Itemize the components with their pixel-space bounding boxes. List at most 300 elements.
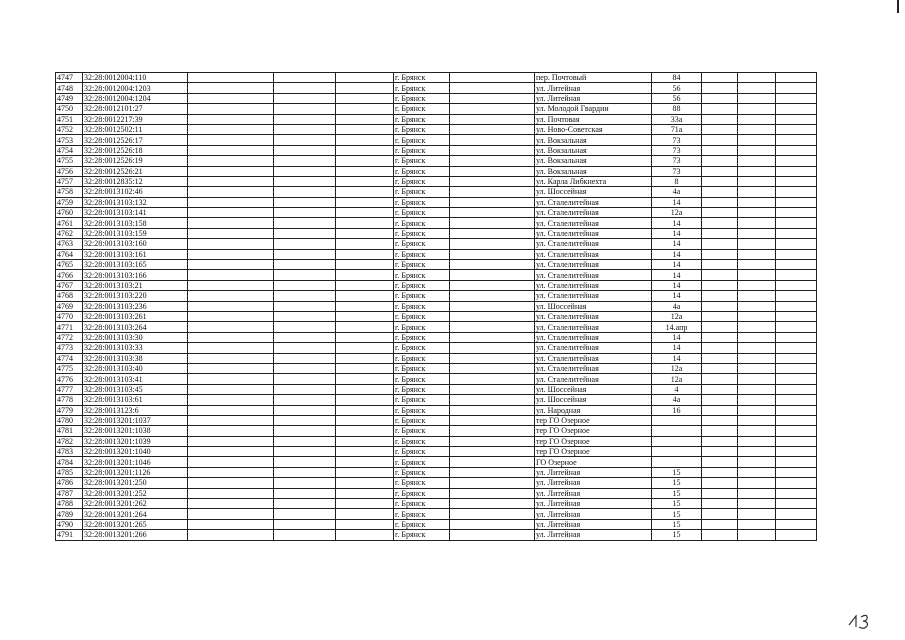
city-cell: г. Брянск <box>394 176 450 186</box>
empty-cell <box>702 270 738 280</box>
table-row <box>56 145 817 155</box>
empty-cell <box>702 239 738 249</box>
street-cell: ул. Вокзальная <box>535 166 652 176</box>
empty-cell <box>188 467 274 477</box>
row-number-cell: 4765 <box>56 260 83 270</box>
empty-cell <box>274 114 336 124</box>
empty-cell <box>702 343 738 353</box>
empty-cell <box>274 405 336 415</box>
empty-cell <box>776 322 817 332</box>
cadastral-number-cell: 32:28:0013201:262 <box>83 499 188 509</box>
cadastral-number-cell: 32:28:0013103:236 <box>83 301 188 311</box>
empty-cell <box>738 260 776 270</box>
cadastral-number-cell: 32:28:0013103:166 <box>83 270 188 280</box>
cadastral-number-cell: 32:28:0013201:1046 <box>83 457 188 467</box>
house-number-cell: 88 <box>652 104 702 114</box>
street-cell: ул. Сталелитейная <box>535 280 652 290</box>
empty-cell <box>450 353 535 363</box>
empty-cell <box>188 166 274 176</box>
empty-cell <box>336 478 394 488</box>
empty-cell <box>776 353 817 363</box>
empty-cell <box>450 249 535 259</box>
street-cell: ул. Вокзальная <box>535 145 652 155</box>
empty-cell <box>776 260 817 270</box>
empty-cell <box>274 447 336 457</box>
house-number-cell: 73 <box>652 145 702 155</box>
empty-cell <box>450 509 535 519</box>
empty-cell <box>336 83 394 93</box>
empty-cell <box>274 415 336 425</box>
street-cell: ул. Литейная <box>535 499 652 509</box>
empty-cell <box>776 208 817 218</box>
street-cell: ул. Литейная <box>535 83 652 93</box>
city-cell: г. Брянск <box>394 311 450 321</box>
empty-cell <box>188 270 274 280</box>
empty-cell <box>702 166 738 176</box>
cadastral-number-cell: 32:28:0012004:1203 <box>83 83 188 93</box>
empty-cell <box>776 363 817 373</box>
empty-cell <box>274 499 336 509</box>
empty-cell <box>776 395 817 405</box>
empty-cell <box>738 447 776 457</box>
empty-cell <box>450 395 535 405</box>
empty-cell <box>738 332 776 342</box>
empty-cell <box>776 447 817 457</box>
empty-cell <box>274 83 336 93</box>
empty-cell <box>450 322 535 332</box>
empty-cell <box>702 280 738 290</box>
empty-cell <box>702 509 738 519</box>
empty-cell <box>188 301 274 311</box>
empty-cell <box>188 176 274 186</box>
empty-cell <box>702 218 738 228</box>
empty-cell <box>274 104 336 114</box>
empty-cell <box>738 73 776 83</box>
empty-cell <box>336 447 394 457</box>
row-number-cell: 4763 <box>56 239 83 249</box>
city-cell: г. Брянск <box>394 301 450 311</box>
empty-cell <box>450 415 535 425</box>
row-number-cell: 4750 <box>56 104 83 114</box>
empty-cell <box>188 384 274 394</box>
empty-cell <box>450 291 535 301</box>
empty-cell <box>776 467 817 477</box>
city-cell: г. Брянск <box>394 457 450 467</box>
empty-cell <box>336 270 394 280</box>
empty-cell <box>450 363 535 373</box>
empty-cell <box>274 457 336 467</box>
empty-cell <box>776 291 817 301</box>
cadastral-number-cell: 32:28:0013103:61 <box>83 395 188 405</box>
house-number-cell: 14 <box>652 249 702 259</box>
row-number-cell: 4757 <box>56 176 83 186</box>
table-row <box>56 332 817 342</box>
empty-cell <box>738 197 776 207</box>
street-cell: ул. Сталелитейная <box>535 197 652 207</box>
city-cell: г. Брянск <box>394 488 450 498</box>
empty-cell <box>188 197 274 207</box>
row-number-cell: 4781 <box>56 426 83 436</box>
house-number-cell: 14 <box>652 332 702 342</box>
city-cell: г. Брянск <box>394 104 450 114</box>
empty-cell <box>274 187 336 197</box>
empty-cell <box>450 332 535 342</box>
cadastral-number-cell: 32:28:0013201:264 <box>83 509 188 519</box>
empty-cell <box>188 530 274 540</box>
house-number-cell <box>652 447 702 457</box>
row-number-cell: 4776 <box>56 374 83 384</box>
street-cell: ул. Литейная <box>535 509 652 519</box>
table-row <box>56 415 817 425</box>
city-cell: г. Брянск <box>394 499 450 509</box>
city-cell: г. Брянск <box>394 156 450 166</box>
row-number-cell: 4751 <box>56 114 83 124</box>
cadastral-number-cell: 32:28:0012526:18 <box>83 145 188 155</box>
city-cell: г. Брянск <box>394 249 450 259</box>
empty-cell <box>274 239 336 249</box>
empty-cell <box>274 166 336 176</box>
empty-cell <box>274 280 336 290</box>
cadastral-number-cell: 32:28:0013103:165 <box>83 260 188 270</box>
empty-cell <box>738 280 776 290</box>
empty-cell <box>188 260 274 270</box>
empty-cell <box>776 135 817 145</box>
empty-cell <box>776 332 817 342</box>
empty-cell <box>336 187 394 197</box>
empty-cell <box>274 260 336 270</box>
city-cell: г. Брянск <box>394 280 450 290</box>
city-cell: г. Брянск <box>394 384 450 394</box>
row-number-cell: 4756 <box>56 166 83 176</box>
empty-cell <box>274 426 336 436</box>
empty-cell <box>336 124 394 134</box>
table-row <box>56 363 817 373</box>
empty-cell <box>274 509 336 519</box>
empty-cell <box>274 145 336 155</box>
empty-cell <box>738 311 776 321</box>
house-number-cell: 71а <box>652 124 702 134</box>
empty-cell <box>336 467 394 477</box>
street-cell: тер ГО Озерное <box>535 426 652 436</box>
house-number-cell: 4 <box>652 384 702 394</box>
row-number-cell: 4747 <box>56 73 83 83</box>
empty-cell <box>274 478 336 488</box>
row-number-cell: 4778 <box>56 395 83 405</box>
empty-cell <box>450 156 535 166</box>
empty-cell <box>336 156 394 166</box>
table-body <box>56 73 817 541</box>
house-number-cell: 73 <box>652 156 702 166</box>
empty-cell <box>702 104 738 114</box>
row-number-cell: 4773 <box>56 343 83 353</box>
empty-cell <box>702 301 738 311</box>
empty-cell <box>336 260 394 270</box>
house-number-cell: 12а <box>652 311 702 321</box>
house-number-cell: 84 <box>652 73 702 83</box>
empty-cell <box>738 176 776 186</box>
row-number-cell: 4788 <box>56 499 83 509</box>
empty-cell <box>776 509 817 519</box>
empty-cell <box>336 488 394 498</box>
city-cell: г. Брянск <box>394 405 450 415</box>
cadastral-number-cell: 32:28:0013201:265 <box>83 519 188 529</box>
city-cell: г. Брянск <box>394 228 450 238</box>
empty-cell <box>738 519 776 529</box>
empty-cell <box>450 218 535 228</box>
empty-cell <box>188 509 274 519</box>
empty-cell <box>738 530 776 540</box>
street-cell: ул. Сталелитейная <box>535 208 652 218</box>
table-row <box>56 374 817 384</box>
empty-cell <box>776 93 817 103</box>
city-cell: г. Брянск <box>394 260 450 270</box>
street-cell: ул. Шоссейная <box>535 384 652 394</box>
cadastral-number-cell: 32:28:0013102:46 <box>83 187 188 197</box>
row-number-cell: 4783 <box>56 447 83 457</box>
empty-cell <box>274 488 336 498</box>
empty-cell <box>702 83 738 93</box>
table-row <box>56 73 817 83</box>
house-number-cell <box>652 436 702 446</box>
empty-cell <box>336 426 394 436</box>
empty-cell <box>776 156 817 166</box>
street-cell: ул. Молодой Гвардии <box>535 104 652 114</box>
empty-cell <box>336 499 394 509</box>
cadastral-number-cell: 32:28:0012526:17 <box>83 135 188 145</box>
city-cell: г. Брянск <box>394 509 450 519</box>
empty-cell <box>738 270 776 280</box>
house-number-cell: 15 <box>652 467 702 477</box>
empty-cell <box>776 249 817 259</box>
cadastral-number-cell: 32:28:0012835:12 <box>83 176 188 186</box>
cadastral-number-cell: 32:28:0013201:1038 <box>83 426 188 436</box>
row-number-cell: 4753 <box>56 135 83 145</box>
table-row <box>56 447 817 457</box>
cadastral-number-cell: 32:28:0012526:21 <box>83 166 188 176</box>
city-cell: г. Брянск <box>394 218 450 228</box>
city-cell: г. Брянск <box>394 467 450 477</box>
city-cell: г. Брянск <box>394 114 450 124</box>
city-cell: г. Брянск <box>394 447 450 457</box>
cadastral-number-cell: 32:28:0013103:45 <box>83 384 188 394</box>
table-row <box>56 83 817 93</box>
empty-cell <box>188 208 274 218</box>
empty-cell <box>776 176 817 186</box>
empty-cell <box>188 488 274 498</box>
empty-cell <box>776 499 817 509</box>
city-cell: г. Брянск <box>394 73 450 83</box>
row-number-cell: 4771 <box>56 322 83 332</box>
empty-cell <box>336 228 394 238</box>
street-cell: ул. Литейная <box>535 519 652 529</box>
empty-cell <box>776 114 817 124</box>
row-number-cell: 4764 <box>56 249 83 259</box>
house-number-cell: 14 <box>652 218 702 228</box>
empty-cell <box>776 384 817 394</box>
empty-cell <box>776 519 817 529</box>
empty-cell <box>336 457 394 467</box>
house-number-cell: 14 <box>652 197 702 207</box>
empty-cell <box>450 239 535 249</box>
street-cell: ул. Ново-Советская <box>535 124 652 134</box>
empty-cell <box>738 114 776 124</box>
city-cell: г. Брянск <box>394 197 450 207</box>
table-row <box>56 93 817 103</box>
empty-cell <box>274 311 336 321</box>
house-number-cell: 14 <box>652 280 702 290</box>
empty-cell <box>188 311 274 321</box>
empty-cell <box>450 436 535 446</box>
house-number-cell: 15 <box>652 519 702 529</box>
empty-cell <box>776 124 817 134</box>
street-cell: ул. Сталелитейная <box>535 311 652 321</box>
street-cell: пер. Почтовый <box>535 73 652 83</box>
empty-cell <box>450 447 535 457</box>
empty-cell <box>450 176 535 186</box>
empty-cell <box>450 104 535 114</box>
house-number-cell: 14 <box>652 228 702 238</box>
row-number-cell: 4777 <box>56 384 83 394</box>
empty-cell <box>450 519 535 529</box>
table-row <box>56 457 817 467</box>
cadastral-number-cell: 32:28:0013201:1037 <box>83 415 188 425</box>
empty-cell <box>738 374 776 384</box>
table-row <box>56 135 817 145</box>
table-row <box>56 395 817 405</box>
empty-cell <box>702 467 738 477</box>
empty-cell <box>188 218 274 228</box>
table-row <box>56 249 817 259</box>
empty-cell <box>274 176 336 186</box>
empty-cell <box>738 135 776 145</box>
empty-cell <box>776 343 817 353</box>
empty-cell <box>188 156 274 166</box>
cadastral-table <box>55 72 817 541</box>
empty-cell <box>738 218 776 228</box>
city-cell: г. Брянск <box>394 478 450 488</box>
empty-cell <box>188 322 274 332</box>
table-row <box>56 499 817 509</box>
row-number-cell: 4761 <box>56 218 83 228</box>
empty-cell <box>776 374 817 384</box>
table-row <box>56 104 817 114</box>
city-cell: г. Брянск <box>394 270 450 280</box>
table-row <box>56 156 817 166</box>
empty-cell <box>776 436 817 446</box>
city-cell: г. Брянск <box>394 239 450 249</box>
cadastral-number-cell: 32:28:0013201:250 <box>83 478 188 488</box>
empty-cell <box>776 270 817 280</box>
empty-cell <box>702 436 738 446</box>
empty-cell <box>450 73 535 83</box>
city-cell: г. Брянск <box>394 415 450 425</box>
empty-cell <box>702 156 738 166</box>
empty-cell <box>188 332 274 342</box>
street-cell: ул. Сталелитейная <box>535 353 652 363</box>
empty-cell <box>336 249 394 259</box>
empty-cell <box>776 530 817 540</box>
empty-cell <box>274 291 336 301</box>
row-number-cell: 4759 <box>56 197 83 207</box>
empty-cell <box>188 187 274 197</box>
table-row <box>56 530 817 540</box>
empty-cell <box>450 270 535 280</box>
house-number-cell: 73 <box>652 166 702 176</box>
empty-cell <box>450 405 535 415</box>
empty-cell <box>776 83 817 93</box>
table-row <box>56 187 817 197</box>
empty-cell <box>738 363 776 373</box>
street-cell: ул. Почтовая <box>535 114 652 124</box>
row-number-cell: 4790 <box>56 519 83 529</box>
empty-cell <box>738 322 776 332</box>
empty-cell <box>738 384 776 394</box>
empty-cell <box>450 499 535 509</box>
empty-cell <box>450 488 535 498</box>
street-cell: ул. Сталелитейная <box>535 249 652 259</box>
row-number-cell: 4760 <box>56 208 83 218</box>
row-number-cell: 4754 <box>56 145 83 155</box>
row-number-cell: 4755 <box>56 156 83 166</box>
empty-cell <box>274 374 336 384</box>
empty-cell <box>188 73 274 83</box>
street-cell: ул. Литейная <box>535 478 652 488</box>
city-cell: г. Брянск <box>394 332 450 342</box>
empty-cell <box>776 73 817 83</box>
row-number-cell: 4767 <box>56 280 83 290</box>
empty-cell <box>776 426 817 436</box>
empty-cell <box>188 363 274 373</box>
house-number-cell: 14 <box>652 270 702 280</box>
empty-cell <box>702 447 738 457</box>
city-cell: г. Брянск <box>394 93 450 103</box>
empty-cell <box>188 114 274 124</box>
street-cell: ул. Вокзальная <box>535 156 652 166</box>
street-cell: ул. Сталелитейная <box>535 343 652 353</box>
row-number-cell: 4769 <box>56 301 83 311</box>
house-number-cell: 12а <box>652 208 702 218</box>
empty-cell <box>274 93 336 103</box>
empty-cell <box>776 187 817 197</box>
edge-line-mark <box>897 0 899 13</box>
empty-cell <box>336 197 394 207</box>
empty-cell <box>702 488 738 498</box>
empty-cell <box>702 353 738 363</box>
empty-cell <box>776 228 817 238</box>
row-number-cell: 4782 <box>56 436 83 446</box>
empty-cell <box>188 405 274 415</box>
cadastral-number-cell: 32:28:0012004:1204 <box>83 93 188 103</box>
row-number-cell: 4787 <box>56 488 83 498</box>
empty-cell <box>336 218 394 228</box>
empty-cell <box>702 124 738 134</box>
empty-cell <box>738 156 776 166</box>
street-cell: ул. Шоссейная <box>535 187 652 197</box>
empty-cell <box>702 322 738 332</box>
row-number-cell: 4779 <box>56 405 83 415</box>
empty-cell <box>336 93 394 103</box>
empty-cell <box>450 374 535 384</box>
empty-cell <box>188 124 274 134</box>
cadastral-number-cell: 32:28:0013103:220 <box>83 291 188 301</box>
handwritten-page-number <box>846 609 876 631</box>
empty-cell <box>738 187 776 197</box>
table-row <box>56 208 817 218</box>
table-row <box>56 260 817 270</box>
empty-cell <box>702 457 738 467</box>
empty-cell <box>336 363 394 373</box>
street-cell: ул. Сталелитейная <box>535 322 652 332</box>
